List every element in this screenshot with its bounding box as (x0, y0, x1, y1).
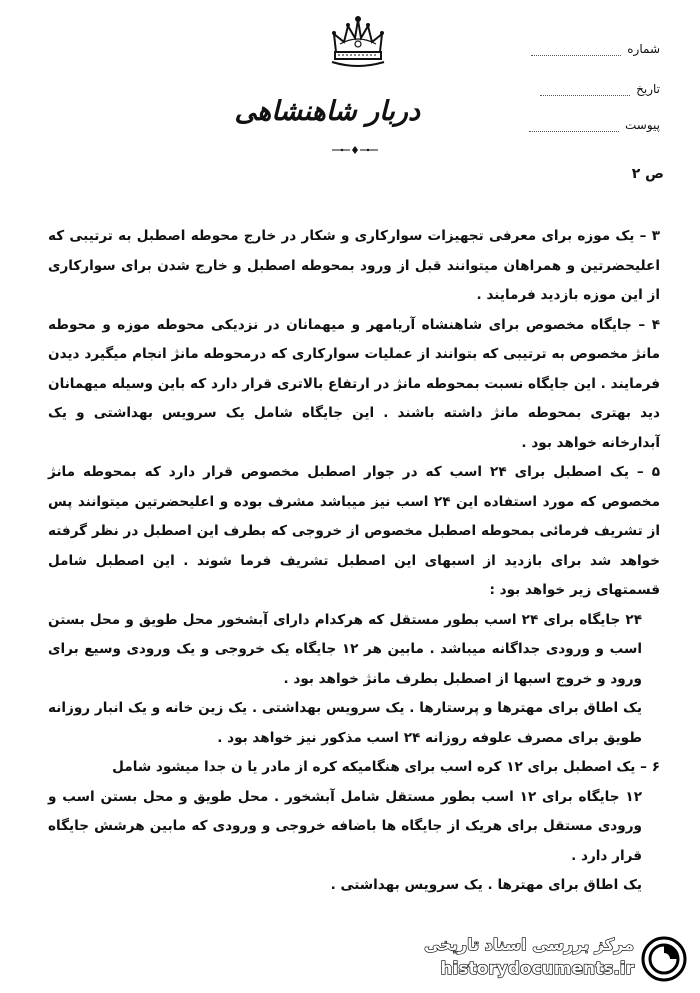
number-line (531, 55, 621, 56)
paragraph-6-item-1: ۱۲ جایگاه برای ۱۲ اسب بطور مستقل شامل آبشخور . محل طویق و محل بستن اسب و ورودی مستقل برای هریک از جایگاه ها باضافه خروجی و ورودی که مابین هرشش جایگاه قرار دارد . (48, 788, 642, 864)
attachment-field (500, 118, 660, 132)
paragraph-4: ۴ – جایگاه مخصوص برای شاهنشاه آریامهر و میهمانان در نزدیکی محوطه موزه و محوطه مانژ مخصوص به ترتیبی که بتوانند از عملیات سوارکاری که درمحوطه مانژ انجام میگیرد دیدن فرمایند . این جایگاه نسبت بمحوطه مانژ در ارتفاع بالاتری قرار دارد که باین وسیله میهمانان دید بهتری بمحوطه مانژ داشته باشند . این جایگاه شامل یک سرویس بهداشتی و یک آبدارخانه خواهد بود . (48, 316, 660, 451)
date-field (500, 82, 660, 96)
paragraph-5-item-1: ۲۴ جایگاه برای ۲۴ اسب بطور مستقل که هرکدام دارای آبشخور محل طویق و محل بستن اسب و ورودی جداگانه میباشد . مابین هر ۱۲ جایگاه یک خروجی و یک ورودی وسیع برای ورود و خروج اسبها از اصطبل بطرف مانژ خواهد بود . (48, 611, 642, 687)
letterhead-title: دربار شاهنشاهی (234, 96, 420, 127)
page-number: ص ۲ (631, 166, 664, 182)
ornament-divider (330, 146, 380, 154)
attachment-line (529, 131, 619, 132)
paragraph-5-item-2: یک اطاق برای مهترها و پرستارها . یک سرویس بهداشتی . یک زین خانه و یک انبار روزانه طویق برای مصرف علوفه روزانه ۲۴ اسب مذکور نیز خواهد بود . (48, 700, 642, 746)
attachment-label: پیوست (625, 118, 660, 132)
paragraph-5: ۵ – یک اصطبل برای ۲۴ اسب که در جوار اصطبل مخصوص قرار دارد که بمحوطه مانژ مخصوص که مورد استفاده این ۲۴ اسب نیز میباشد مشرف بوده و اعلیحضرتین میتوانند پس از تشریف فرمائی بمحوطه اصطبل مخصوص از خروجی که بطرف این اصطبل در نظر گرفته خواهد شد برای بازدید از اسبهای این اصطبل تشریف فرما شوند . این اصطبل شامل قسمتهای زیر خواهد بود : (48, 464, 660, 598)
paragraph-3: ۳ – یک موزه برای معرفی تجهیزات سوارکاری و شکار در خارج محوطه اصطبل به ترتیبی که اعلیحضرتین و همراهان میتوانند قبل از ورود بمحوطه اصطبل و خارج شدن برای سوارکاری از این موزه بازدید فرمایند . (48, 228, 660, 303)
watermark (388, 929, 688, 989)
number-field (500, 42, 660, 56)
watermark-title: مرکز بررسی اسناد تاریخی (424, 935, 634, 954)
document-body (48, 222, 660, 901)
date-label: تاریخ (636, 82, 660, 96)
paragraph-6: ۶ – یک اصطبل برای ۱۲ کره اسب برای هنگامیکه کره از مادر یا ن جدا میشود شامل (112, 759, 660, 775)
royal-crown-emblem-icon (326, 12, 390, 68)
paragraph-6-item-2: یک اطاق برای مهترها . یک سرویس بهداشتی . (330, 877, 642, 893)
watermark-url[interactable]: historydocuments.ir (440, 959, 634, 979)
number-label: شماره (627, 42, 660, 56)
date-line (540, 95, 630, 96)
history-documents-logo-icon (640, 935, 688, 983)
